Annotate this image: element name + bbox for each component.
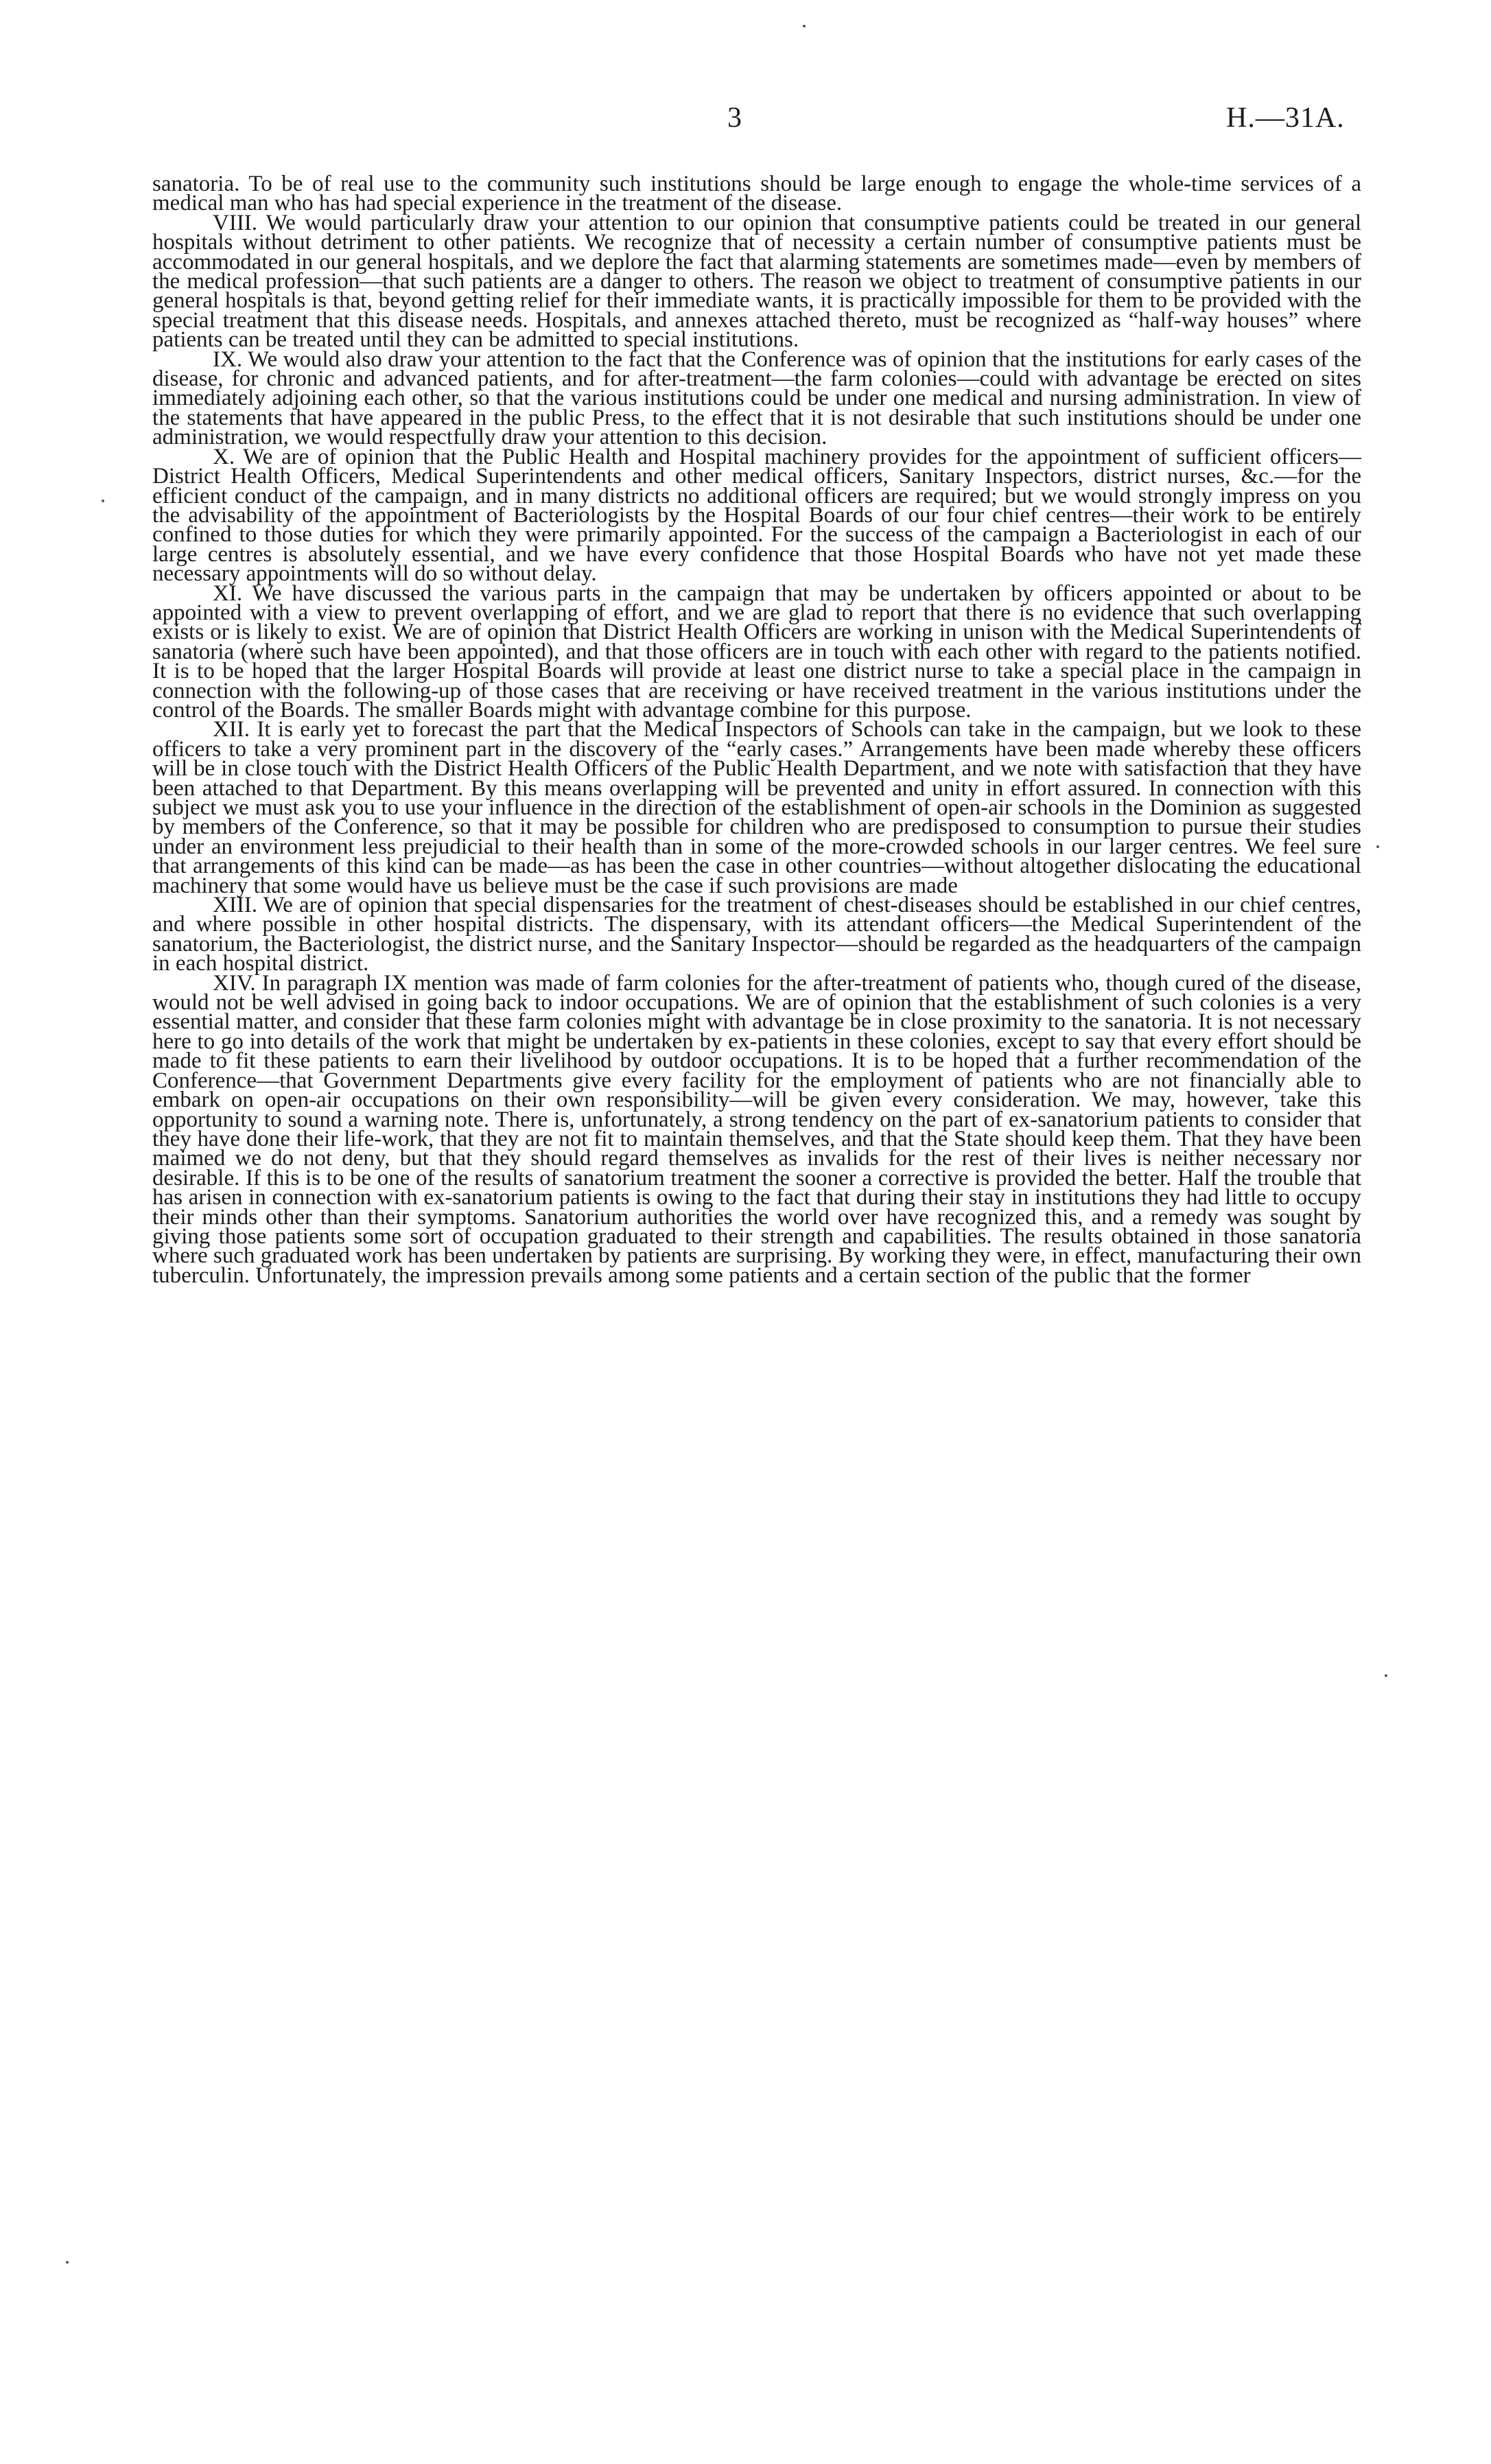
document-code: H.—31A. bbox=[1226, 102, 1345, 134]
paragraph-viii: VIII. We would particularly draw your attention to our opinion that consumptive patients could be treated in our general hospitals without detriment to other patients. We recognize that of necessity a certain number of consumptive patients must be accommodated in our general hospitals, and we deplore the fact that alarming statements are sometimes made—even by members of the medical profession—that such patients are a danger to others. The reason we object to treatment of consumptive patients in our general hospitals is that, beyond getting relief for their immediate wants, it is practically impossible for them to be provided with the special treatment that this disease needs. Hospitals, and annexes attached thereto, must be recognized as “half-way houses” where patients can be treated until they can be admitted to special institutions. bbox=[152, 210, 1361, 353]
paragraph-xii: XII. It is early yet to forecast the part that the Medical Inspectors of Schools can take in the campaign, but we look to these officers to take a very prominent part in the discovery of the “early cases.” Arrangements have been made whereby these officers will be in close touch with the District Health Officers of the Public Health Department, and we note with satisfaction that they have been attached to that Department. By this means overlapping will be prevented and unity in effort assured. In connection with this subject we must ask you to use your influence in the direction of the establishment of open-air schools in the Dominion as suggested by members of the Conference, so that it may be possible for children who are predisposed to consumption to pursue their studies under an environment less prejudicial to their health than in some of the more-crowded schools in our larger centres. We feel sure that arrangements of this kind can be made—as has been the case in other countries—without altogether dislocating the educational machinery that some would have us believe must be the case if such provisions are made bbox=[152, 717, 1361, 898]
scan-speck bbox=[1376, 845, 1379, 848]
paragraph-xiv: XIV. In paragraph IX mention was made of farm colonies for the after-treatment of patients who, though cured of the disease, would not be well advised in going back to indoor occupations. We are of opinion that the establishment of such colonies is a very essential matter, and consider that these farm colonies might with advantage be in close proximity to the sanatoria. It is not necessary here to go into details of the work that might be undertaken by ex-patients in these colonies, except to say that every effort should be made to fit these patients to earn their livelihood by outdoor occupations. It is to be hoped that a further recommendation of the Conference—that Government Departments give every facility for the employment of patients who are not financially able to embark on open-air occupations on their own responsibility—will be given every consideration. We may, however, take this opportunity to sound a warning note. There is, unfortunately, a strong tendency on the part of ex-sanatorium patients to consider that they have done their life-work, that they are not fit to maintain themselves, and that the State should keep them. That they have been maimed we do not deny, but that they should regard themselves as invalids for the rest of their lives is neither necessary nor desirable. If this is to be one of the results of sanatorium treatment the sooner a corrective is provided the better. Half the trouble that has arisen in connection with ex-sanatorium patients is owing to the fact that during their stay in institutions they had little to occupy their minds other than their symptoms. Sanatorium authorities the world over have recognized this, and a remedy was sought by giving those patients some sort of occupation graduated to their strength and capabilities. The results obtained in those sanatoria where such graduated work has been undertaken by patients are surprising. By working they were, in effect, manufacturing their own tuberculin. Unfortunately, the impression prevails among some patients and a certain section of the public that the former bbox=[152, 970, 1361, 1288]
paragraph-continuation: sanatoria. To be of real use to the community such institutions should be large enough to engage the whole-time services of a medical man who has had special experience in the treatment of the disease. bbox=[152, 172, 1361, 216]
scan-speck bbox=[66, 2261, 69, 2264]
body-text bbox=[152, 172, 1361, 1288]
paragraph-x: X. We are of opinion that the Public Health and Hospital machinery provides for the appointment of sufficient officers—District Health Officers, Medical Superintendents and other medical officers, Sanitary Inspectors, district nurses, &c.—for the efficient conduct of the campaign, and in many districts no additional officers are required; but we would strongly impress on you the advisability of the appointment of Bacteriologists by the Hospital Boards of our four chief centres—their work to be entirely confined to those duties for which they were primarily appointed. For the success of the campaign a Bacteriologist in each of our large centres is absolutely essential, and we have every confidence that those Hospital Boards who have not yet made these necessary appointments will do so without delay. bbox=[152, 444, 1361, 587]
paragraph-xi: XI. We have discussed the various parts in the campaign that may be undertaken by officers appointed or about to be appointed with a view to prevent overlapping of effort, and we are glad to report that there is no evidence that such overlapping exists or is likely to exist. We are of opinion that District Health Officers are working in unison with the Medical Superintendents of sanatoria (where such have been appointed), and that those officers are in touch with each other with regard to the patients notified. It is to be hoped that the larger Hospital Boards will provide at least one district nurse to take a special place in the campaign in connection with the following-up of those cases that are receiving or have received treatment in the various institutions under the control of the Boards. The smaller Boards might with advantage combine for this purpose. bbox=[152, 580, 1361, 723]
scan-speck bbox=[102, 500, 104, 502]
scan-speck bbox=[803, 25, 806, 27]
scan-speck bbox=[1385, 1674, 1387, 1677]
page-number: 3 bbox=[727, 102, 742, 134]
paragraph-ix: IX. We would also draw your attention to the fact that the Conference was of opinion that the institutions for early cases of the disease, for chronic and advanced patients, and for after-treatment—the farm colonies—could with advantage be erected on sites immediately adjoining each other, so that the various institutions could be under one medical and nursing administration. In view of the statements that have appeared in the public Press, to the effect that it is not desirable that such institutions should be under one administration, we would respectfully draw your attention to this decision. bbox=[152, 347, 1361, 450]
paragraph-xiii: XIII. We are of opinion that special dispensaries for the treatment of chest-diseases should be established in our chief centres, and where possible in other hospital districts. The dispensary, with its attendant officers—the Medical Superintendent of the sanatorium, the Bacteriologist, the district nurse, and the Sanitary Inspector—should be regarded as the headquarters of the campaign in each hospital district. bbox=[152, 893, 1361, 976]
